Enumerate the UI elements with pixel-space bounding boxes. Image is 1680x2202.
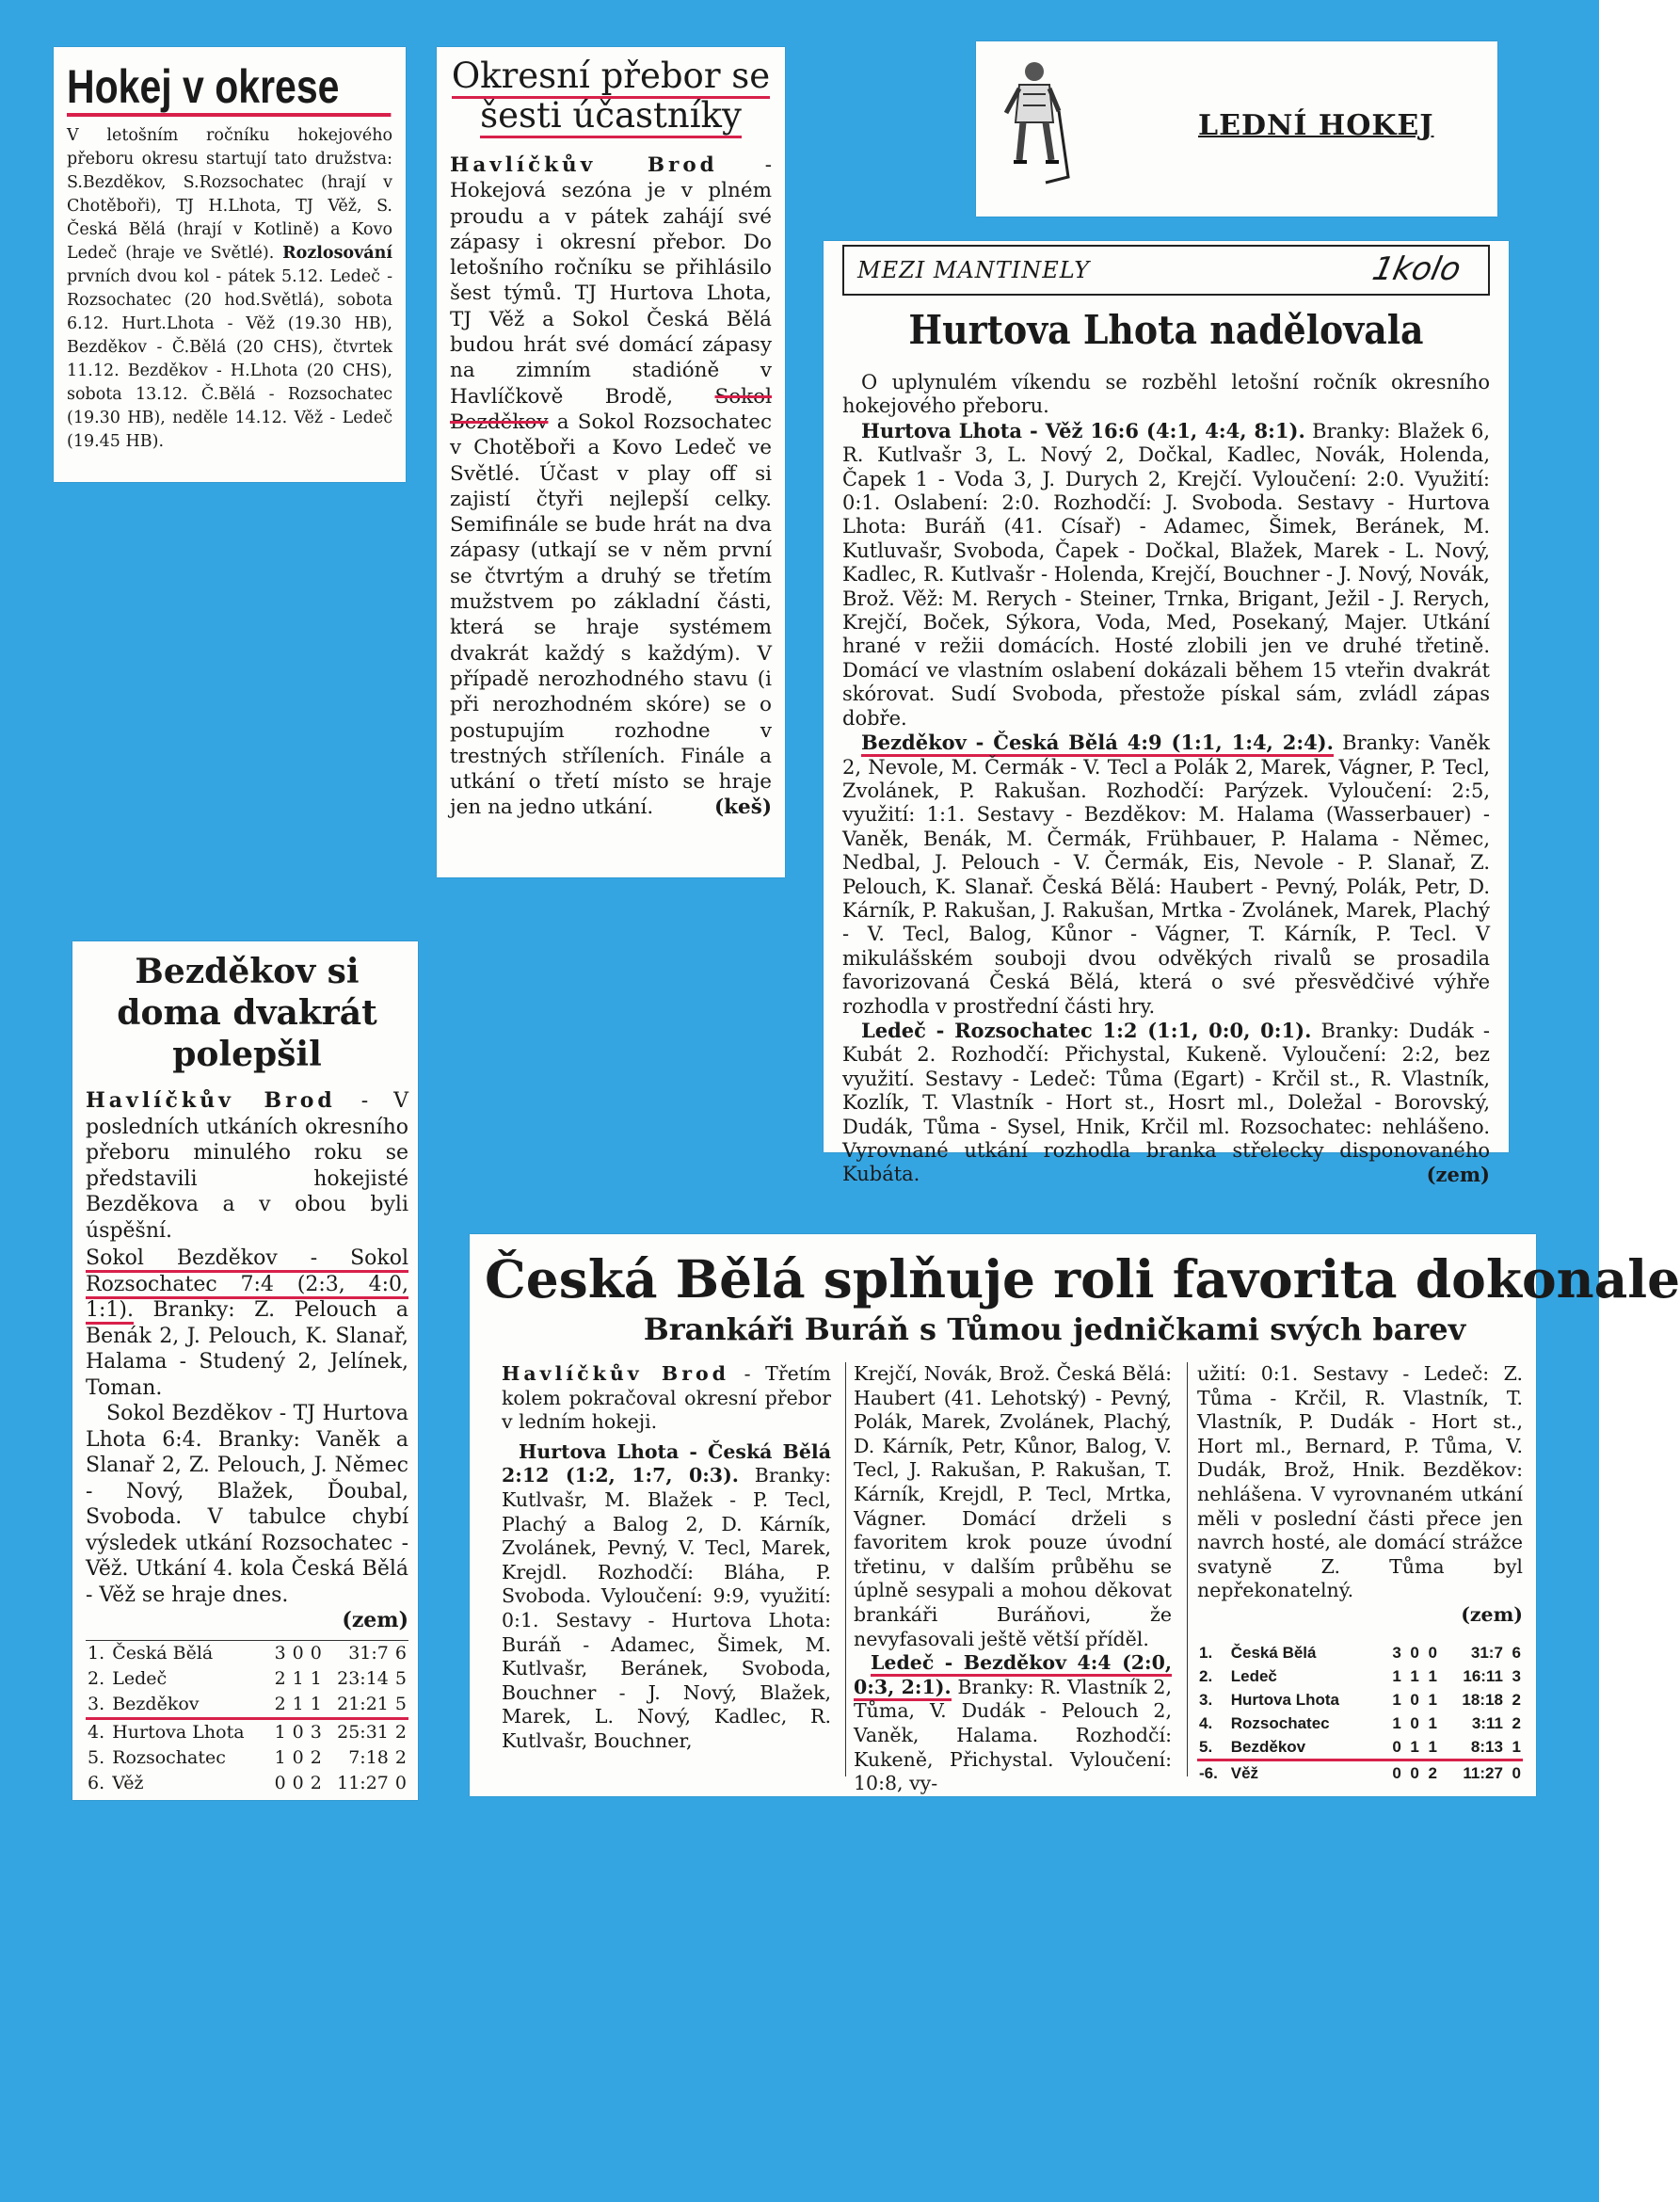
cell-rank: 5. (1199, 1737, 1213, 1756)
cell-w: 1 (1392, 1666, 1401, 1685)
cell-l: 1 (1428, 1737, 1437, 1756)
cell-w: 1 (274, 1746, 286, 1768)
clipping-ledni-hokej (976, 41, 1497, 217)
table-row (1197, 1760, 1523, 1785)
cell-team: Bezděkov (112, 1693, 200, 1714)
cell-team: Rozsochatec (112, 1746, 226, 1768)
headline: Hurtova Lhota nadělovala (908, 307, 1424, 353)
subheadline: Brankáři Buráň s Tůmou jedničkami svých barev (643, 1311, 1466, 1347)
standings-table (86, 1640, 408, 1796)
cell-pts: 5 (394, 1667, 407, 1689)
handwritten-note: 1kolo (1368, 250, 1464, 288)
table-row (86, 1666, 408, 1692)
table-row (86, 1640, 408, 1666)
cell-d: 0 (292, 1746, 304, 1768)
cell-pts: 3 (1512, 1666, 1521, 1685)
column-1: Havlíčkův Brod - Třetím kolem pokračoval okresní přebor v ledním hokeji. Hurtova Lhota - Česká Bělá 2:12 (1:2, 1:7, 0:3). Branky: Kutlvašr, M. Blažek - P. Tecl, Plachý a Balog 2, D. Kárník, Zvolánek, Pevný, V. Tecl, Marek, Krejdl. Rozhodčí: Bláha, P. Svoboda. Vyloučení: 9:9, využití: 0:1. Sestavy - Hurtova Lhota: Buráň - Adamec, Šimek, M. Kutlvašr, Beránek, Svoboda, Bouchner - J. Nový, Blažek, Marek, L. Nový, Kadlec, R. Kutlvašr, Bouchner, (502, 1362, 831, 1752)
table-row (1197, 1641, 1523, 1664)
table-row (86, 1745, 408, 1771)
section-title: LEDNÍ HOKEJ (1198, 109, 1434, 142)
clipping-bezdekov-si-doma (72, 941, 418, 1800)
cell-team: Bezděkov (1230, 1737, 1306, 1756)
cell-score: 11:27 (1463, 1763, 1503, 1782)
cell-d: 0 (292, 1642, 304, 1664)
column-rule (845, 1362, 846, 1776)
cell-pts: 2 (1512, 1690, 1521, 1709)
cell-w: 0 (274, 1772, 286, 1793)
cell-l: 1 (310, 1667, 322, 1689)
cell-pts: 1 (1512, 1737, 1521, 1756)
cell-l: 1 (1428, 1690, 1437, 1709)
cell-rank: 3. (88, 1693, 105, 1714)
cell-l: 1 (310, 1693, 322, 1714)
table-row (1197, 1712, 1523, 1735)
cell-score: 31:7 (1470, 1643, 1503, 1662)
cell-score: 7:18 (348, 1746, 389, 1768)
cell-d: 0 (292, 1772, 304, 1793)
cell-pts: 0 (394, 1772, 407, 1793)
cell-score: 23:14 (337, 1667, 389, 1689)
cell-l: 2 (310, 1772, 322, 1793)
cell-l: 0 (310, 1642, 322, 1664)
standings-table (1197, 1641, 1523, 1785)
cell-team: Rozsochatec (1230, 1713, 1330, 1732)
cell-rank: 2. (1199, 1666, 1213, 1685)
headline: Hokej v okrese (67, 60, 391, 117)
cell-w: 1 (1392, 1713, 1401, 1732)
cell-pts: 2 (394, 1721, 407, 1743)
cell-pts: 5 (394, 1693, 407, 1714)
cell-l: 2 (310, 1746, 322, 1768)
cell-rank: 1. (88, 1642, 105, 1664)
hockey-player-icon (999, 56, 1074, 198)
cell-score: 11:27 (337, 1772, 389, 1793)
cell-score: 21:21 (337, 1693, 389, 1714)
table-row (86, 1718, 408, 1745)
cell-rank: 4. (88, 1721, 105, 1743)
cell-d: 1 (1410, 1737, 1419, 1756)
cell-w: 3 (1392, 1643, 1401, 1662)
headline: Česká Bělá splňuje roli favorita dokonale (485, 1248, 1680, 1310)
cell-team: Věž (112, 1772, 144, 1793)
cell-team: Česká Bělá (1230, 1643, 1317, 1662)
cell-team: Ledeč (1230, 1666, 1277, 1685)
cell-w: 3 (274, 1642, 286, 1664)
column-3: užití: 0:1. Sestavy - Ledeč: Z. Tůma - Krčil, R. Vlastník, T. Vlastník, P. Dudák - Hort st., Hort ml., Bernard, P. Tůma, V. Dudák, Brož, Hnik. Bezděkov: nehlášena. V vyrovnaném utkání měli v poslední části přece jen navrch hosté, ale domácí strážce svatyně Z. Tůma byl nepřekonatelný. (zem) 1. Česká Bělá 3 0 0 31:7 6 2. Ledeč 1 1 1 16:11 3 3. Hurtova Lhota 1 0 1 18:18 2 4. Rozsochatec 1 0 1 3:11 2 5. Bezděkov 0 1 1 8:13 1 -6. Věž 0 0 2 11:27 0 (1197, 1362, 1523, 1785)
clipping-hurtova-lhota-nadelovala (824, 241, 1509, 1187)
cell-d: 0 (1410, 1713, 1419, 1732)
cell-rank: -6. (1199, 1763, 1218, 1782)
cell-rank: 6. (88, 1772, 105, 1793)
article-body: O uplynulém víkendu se rozběhl letošní ročník okresního hokejového přeboru. Hurtova Lhota - Věž 16:6 (4:1, 4:4, 8:1). Branky: Blažek 6, R. Kutlvašr 3, L. Nový 2, Dočkal, Kadlec, Novák, Holenda, Čapek 1 - Voda 3, J. Durych 2, Krejčí. Vyloučení: 2:0. Využití: 0:1. Oslabení: 2:0. Rozhodčí: J. Svoboda. Sestavy - Hurtova Lhota: Buráň (41. Císař) - Adamec, Šimek, Beránek, M. Kutluvašr, Svoboda, Čapek - Dočkal, Blažek, Marek - L. Nový, Kadlec, R. Kutlvašr - Holenda, Krejčí, Bouchner - J. Nový, Novák, Brož. Věž: M. Rerych - Steiner, Trnka, Brigant, Ježil - J. Rerych, Krejčí, Boček, Sýkora, Voda, Med, Posekaný, Majer. Utkání hrané v režii domácích. Hosté zlobili jen ve druhé třetině. Domácí ve vlastním oslabení dokázali během 15 vteřin dvakrát skórovat. Sudí Svoboda, přestože pískal sám, zvládl zápas dobře. Bezděkov - Česká Bělá 4:9 (1:1, 1:4, 2:4). Branky: Vaněk 2, Nevole, M. Čermák - V. Tecl a Polák 2, Marek, Vágner, P. Tecl, Zvolánek, P. Rakušan. Rozhodčí: Parýzek. Vyloučení: 2:5, využití: 1:1. Sestavy - Bezděkov: M. Halama (Wasserbauer) -Vaněk, Benák, M. Čermák, Frühbauer, P. Halama - Němec, Nedbal, J. Pelouch - V. Čermák, Eis, Nevole - P. Slanař, Z. Pelouch, K. Slanař. Česká Bělá: Haubert - Pevný, Polák, Petr, D. Kárník, P. Rakušan, J. Rakušan, Mrtka - Zvolánek, Marek, Plachý - V. Tecl, Balog, Kůnor - Vágner, T. Kárník, P. Tecl. V mikulášském souboji dvou odvěkých rivalů se prosadila favorizovaná Česká Bělá, která o své přesvědčivé výhře rozhodla v prostřední části hry. Ledeč - Rozsochatec 1:2 (1:1, 0:0, 0:1). Branky: Dudák - Kubát 2. Rozhodčí: Přichystal, Kukeně. Vyloučení: 2:2, bez využití. Sestavy - Ledeč: Tůma (Egart) - Krčil st., R. Vlastník, Kozlík, T. Vlastník - Hort st., Hosrt ml., Doležal - Borovský, Dudák, Tůma - Sysel, Hnik, Krčil ml. Rozsochatec: nehlášeno. Vyrovnané utkání rozhodla branka střelecky disponovaného Kubáta. (zem) (842, 371, 1490, 1187)
table-row (1197, 1664, 1523, 1688)
cell-d: 0 (1410, 1643, 1419, 1662)
article-body: Havlíčkův Brod - Hokejová sezóna je v plném proudu a v pátek zahájí své zápasy i okresní přebor. Do letošního ročníku se přihlásilo šest týmů. TJ Hurtova Lhota, TJ Věž a Sokol Česká Bělá budou hrát své domácí zápasy na zimním stadióně v Havlíčkově Brodě, Sokol Bezděkov a Sokol Rozsochatec v Chotěboři a Kovo Ledeč ve Světlé. Účast v play off si zajistí čtyři nejlepší celky. Semifinále se bude hrát na dva zápasy (utkají se v něm první se čtvrtým a druhý se třetím mužstvem po základní části, která se hraje systémem dvakrát každý s každým). V případě nerozhodného stavu (i při nerozhodném skóre) se o postupujím rozhodne v trestných stříleních. Finále a utkání o třetí místo se hraje jen na jedno utkání. (keš) (450, 153, 772, 820)
clipping-ceska-bela-splnuje (470, 1234, 1680, 1796)
cell-w: 2 (274, 1693, 286, 1714)
cell-l: 1 (1428, 1713, 1437, 1732)
headline: Bezděkov si doma dvakrát polepšil (117, 952, 377, 1074)
cell-pts: 2 (1512, 1713, 1521, 1732)
cell-team: Hurtova Lhota (112, 1721, 245, 1743)
cell-team: Věž (1230, 1763, 1259, 1782)
cell-rank: 2. (88, 1667, 105, 1689)
clipping-hokej-v-okrese (54, 47, 406, 482)
cell-score: 8:13 (1470, 1737, 1503, 1756)
article-body: V letošním ročníku hokejového přeboru okresu startují tato družstva: S.Bezděkov, S.Rozsochatec (hrají v Chotěboři), TJ H.Lhota, TJ Věž, S. Česká Bělá (hrají v Kotlině) a Kovo Ledeč (hraje ve Světlé). Rozlosování prvních dvou kol - pátek 5.12. Ledeč - Rozsochatec (20 hod.Světlá), sobota 6.12. Hurt.Lhota - Věž (19.30 HB), Bezděkov - Č.Bělá (20 CHS), čtvrtek 11.12. Bezděkov - H.Lhota (20 CHS), sobota 13.12. Č.Bělá - Rozsochatec (19.30 HB), neděle 14.12. Věž - Ledeč (19.45 HB). (67, 126, 392, 451)
cell-pts: 2 (394, 1746, 407, 1768)
cell-pts: 6 (1512, 1643, 1521, 1662)
table-row (86, 1692, 408, 1719)
cell-w: 0 (1392, 1737, 1401, 1756)
cell-w: 1 (274, 1721, 286, 1743)
cell-score: 18:18 (1462, 1690, 1503, 1709)
cell-team: Ledeč (112, 1667, 168, 1689)
cell-score: 25:31 (337, 1721, 389, 1743)
cell-d: 0 (1410, 1763, 1419, 1782)
cell-score: 31:7 (348, 1642, 389, 1664)
cell-d: 1 (1410, 1666, 1419, 1685)
cell-pts: 0 (1512, 1763, 1521, 1782)
cell-w: 2 (274, 1667, 286, 1689)
cell-d: 0 (292, 1721, 304, 1743)
cell-pts: 6 (394, 1642, 407, 1664)
clipping-okresni-prebor (437, 47, 785, 877)
column-rule (1187, 1362, 1188, 1776)
table-row (1197, 1688, 1523, 1712)
cell-w: 1 (1392, 1690, 1401, 1709)
cell-d: 1 (292, 1667, 304, 1689)
cell-score: 16:11 (1463, 1666, 1503, 1685)
cell-l: 0 (1428, 1643, 1437, 1662)
table-row (1197, 1735, 1523, 1760)
cell-score: 3:11 (1471, 1713, 1503, 1732)
headline: Okresní přebor se šesti účastníky (450, 56, 772, 139)
cell-d: 1 (292, 1693, 304, 1714)
cell-l: 3 (310, 1721, 322, 1743)
cell-rank: 3. (1199, 1690, 1213, 1709)
cell-w: 0 (1392, 1763, 1401, 1782)
cell-team: Česká Bělá (112, 1642, 214, 1664)
cell-rank: 4. (1199, 1713, 1213, 1732)
cell-l: 1 (1428, 1666, 1437, 1685)
cell-team: Hurtova Lhota (1230, 1690, 1339, 1709)
rubric-bar: MEZI MANTINELY 1kolo (842, 245, 1490, 296)
cell-l: 2 (1428, 1763, 1437, 1782)
article-body: Havlíčkův Brod - V posledních utkáních okresního přeboru minulého roku se představili hokejisté Bezděkova a v obou byli úspěšní. Sokol Bezděkov - Sokol Rozsochatec 7:4 (2:3, 4:0, 1:1). Branky: Z. Pelouch a Benák 2, J. Pelouch, K. Slanař, Halama - Studený 2, Jelínek, Toman. Sokol Bezděkov - TJ Hurtova Lhota 6:4. Branky: Vaněk a Slanař 2, Z. Pelouch, J. Němec - Nový, Blažek, Ďoubal, Svoboda. V tabulce chybí výsledek utkání Rozsochatec - Věž. Utkání 4. kola Česká Bělá - Věž se hraje dnes. (zem) (86, 1088, 409, 1632)
cell-rank: 5. (88, 1746, 105, 1768)
cell-d: 0 (1410, 1690, 1419, 1709)
table-row (86, 1771, 408, 1796)
cell-rank: 1. (1199, 1643, 1213, 1662)
column-2: Krejčí, Novák, Brož. Česká Bělá: Haubert (41. Lehotský) - Pevný, Polák, Marek, Zvolánek, Plachý, D. Kárník, Petr, Kůnor, Balog, V. Tecl, J. Rakušan, P. Rakušan, T. Kárník, Krejdl, P. Tecl, Mrtka, Vágner. Domácí drželi s favoritem krok pouze úvodní třetinu, v dalším průběhu se úplně sesypali a mohou děkovat brankáři Buráňovi, že nevyfasovali ještě větší příděl. Ledeč - Bezděkov 4:4 (2:0, 0:3, 2:1). Branky: R. Vlastník 2, Tůma, V. Dudák - Pelouch 2, Vaněk, Halama. Rozhodčí: Kukeně, Přichystal. Vyloučení: 10:8, vy- (854, 1362, 1172, 1795)
